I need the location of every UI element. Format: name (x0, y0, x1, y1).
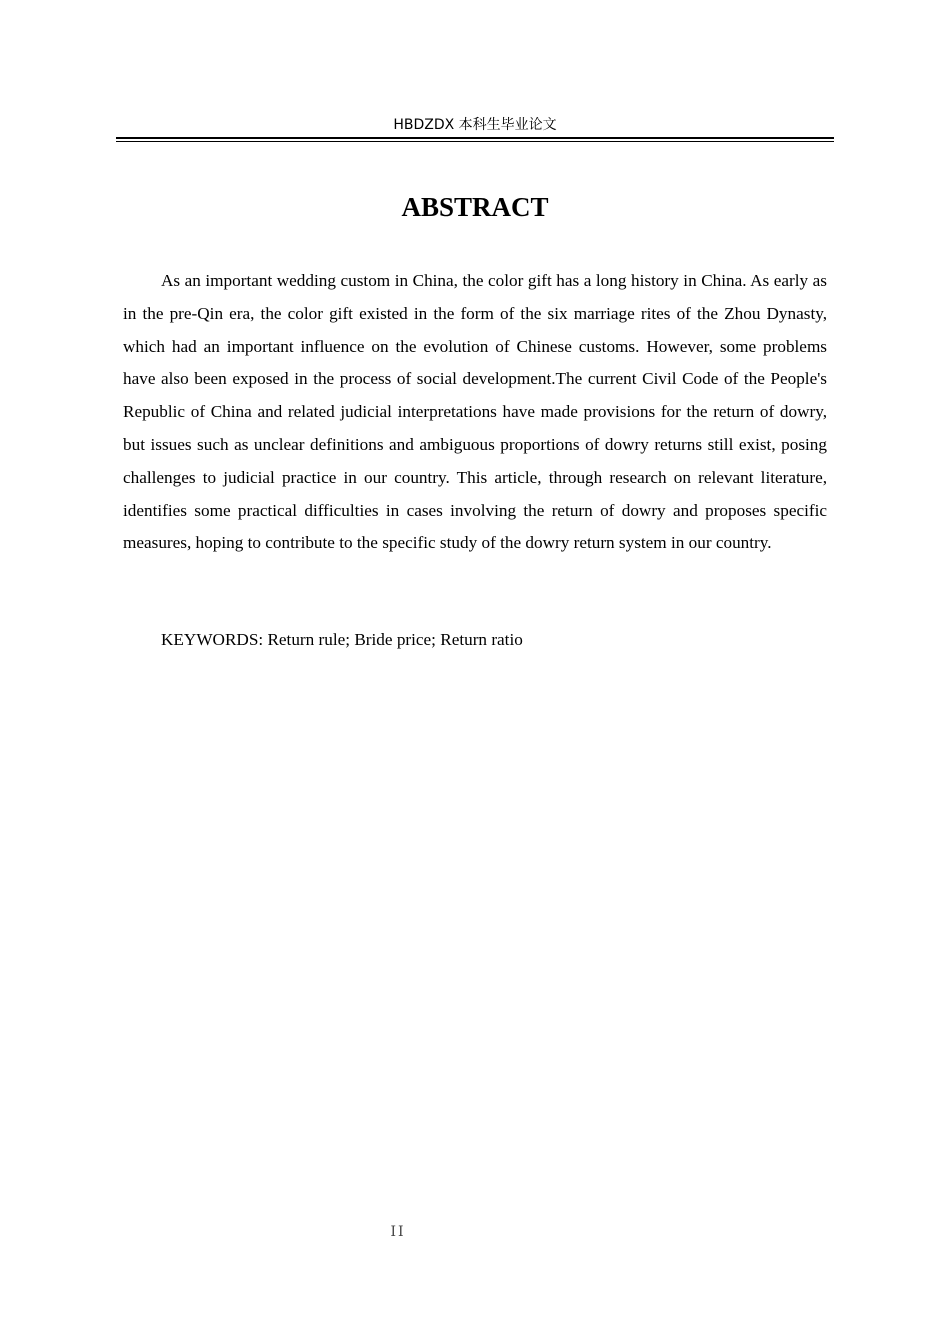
keywords-line: KEYWORDS: Return rule; Bride price; Return ratio (161, 630, 523, 649)
header-rule-thin (116, 141, 834, 142)
header-rule-thick (116, 137, 834, 139)
page-title: ABSTRACT (401, 192, 549, 222)
running-header: HBDZDX 本科生毕业论文 (393, 117, 557, 133)
page-number: II (390, 1224, 406, 1240)
abstract-paragraph: As an important wedding custom in China, the color gift has a long history in China. As early as in the pre-Qin era, the color gift existed in the form of the six marriage rites of the Zhou Dynasty, which had an important influence on the evolution of Chinese customs. However, some problems have also been exposed in the process of social development.The current Civil Code of the People's Republic of China and related judicial interpretations have made provisions for the return of dowry, but issues such as unclear definitions and ambiguous proportions of dowry returns still exist, posing challenges to judicial practice in our country. This article, through research on relevant literature, identifies some practical difficulties in cases involving the return of dowry and proposes specific measures, hoping to contribute to the specific study of the dowry return system in our country. (123, 271, 827, 553)
